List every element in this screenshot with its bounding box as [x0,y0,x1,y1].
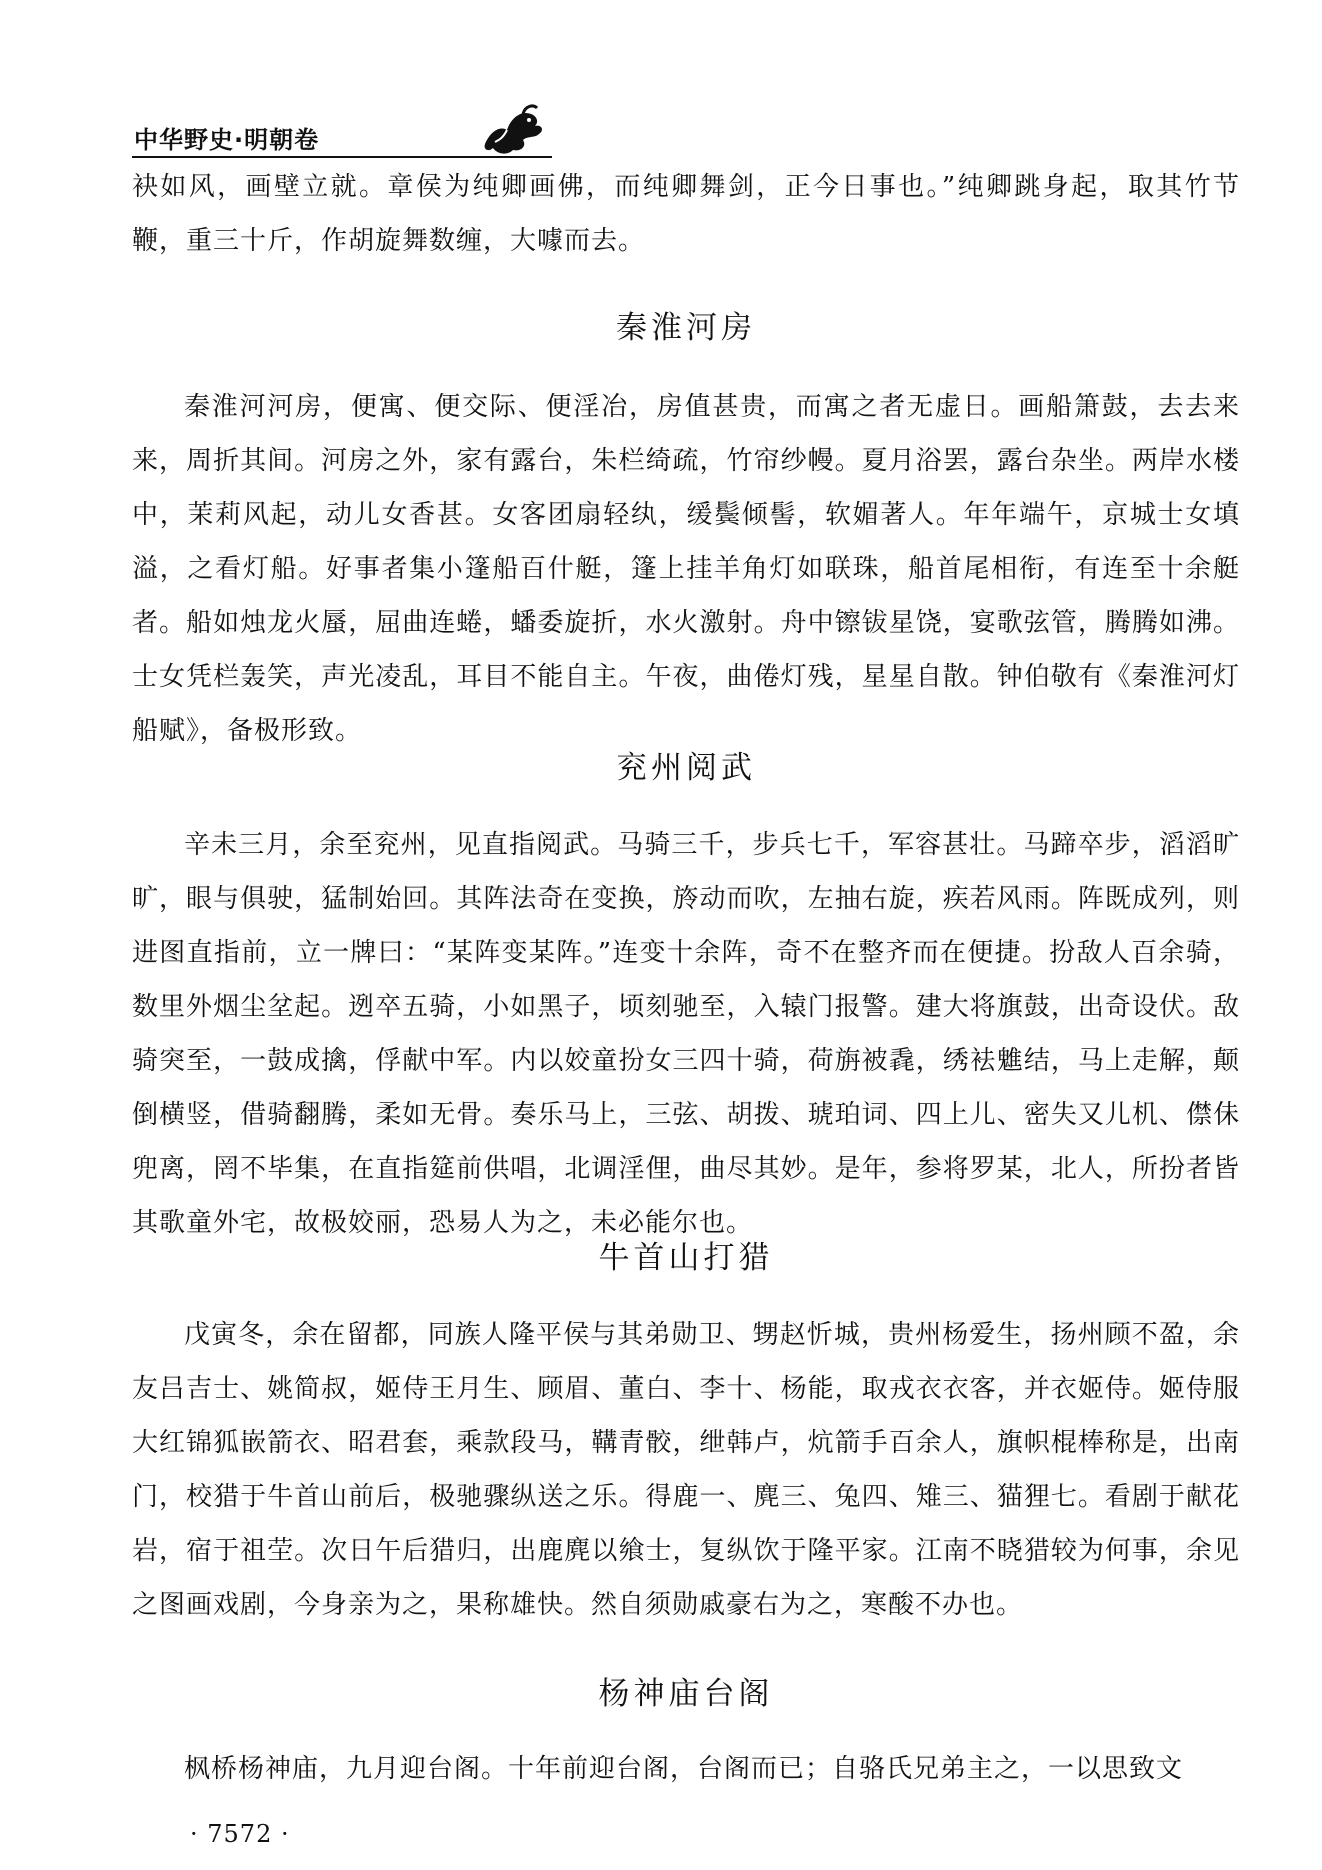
running-header-title: 中华野史·明朝卷 [134,126,320,154]
paragraph-yanzhou: 辛未三月，余至兖州，见直指阅武。马骑三千，步兵七千，军容甚壮。马蹄卒步，滔滔旷旷，眼与俱驶，猛制始回。其阵法奇在变换，旍动而吹，左抽右旋，疾若风雨。阵既成列，则进图直指前，立一牌曰：“某阵变某阵。”连变十余阵，奇不在整齐而在便捷。扮敌人百余骑，数里外烟尘坌起。迾卒五骑，小如黑子，顷刻驰至，入辕门报警。建大将旗鼓，出奇设伏。敌骑突至，一鼓成擒，俘献中军。内以姣童扮女三四十骑，荷旃被毳，绣袪魋结，马上走解，颠倒横竖，借骑翻腾，柔如无骨。奏乐马上，三弦、胡拨、琥珀词、四上儿、密失又儿机、僸佅兜离，罔不毕集，在直指筵前供唱，北调淫俚，曲尽其妙。是年，参将罗某，北人，所扮者皆其歌童外宅，故极姣丽，恐易人为之，未必能尔也。 [132,830,1240,1238]
section-heading-niushoushan: 牛首山打猎 [598,1240,774,1276]
paragraph-niushoushan: 戊寅冬，余在留都，同族人隆平侯与其弟勋卫、甥赵忻城，贵州杨爱生，扬州顾不盈，余友吕吉士、姚简叔，姬侍王月生、顾眉、董白、李十、杨能，取戎衣衣客，并衣姬侍。姬侍服大红锦狐嵌箭衣、昭君套，乘款段马，鞲青骹，绁韩卢，炕箭手百余人，旗帜棍棒称是，出南门，校猎于牛首山前后，极驰骤纵送之乐。得鹿一、麂三、兔四、雉三、猫狸七。看剧于献花岩，宿于祖茔。次日午后猎归，出鹿麂以飨士，复纵饮于隆平家。江南不晓猎较为何事，余见之图画戏剧，今身亲为之，果称雄快。然自须勋戚豪右为之，寒酸不办也。 [132,1320,1240,1620]
running-header [132,112,552,160]
page-number: · 7572 · [190,1820,290,1848]
paragraph-qinhuai: 秦淮河河房，便寓、便交际、便淫冶，房值甚贵，而寓之者无虚日。画船箫鼓，去去来来，周折其间。河房之外，家有露台，朱栏绮疏，竹帘纱幔。夏月浴罢，露台杂坐。两岸水楼中，茉莉风起，动儿女香甚。女客团扇轻纨，缓鬓倾髻，软媚著人。年年端午，京城士女填溢，之看灯船。好事者集小篷船百什艇，篷上挂羊角灯如联珠，船首尾相衔，有连至十余艇者。船如烛龙火蜃，屈曲连蜷，蟠委旋折，水火激射。舟中镲钹星饶，宴歌弦管，腾腾如沸。士女凭栏轰笑，声光凌乱，耳目不能自主。午夜，曲倦灯残，星星自散。钟伯敬有《秦淮河灯船赋》，备极形致。 [132,392,1240,746]
dragon-logo-icon [477,100,547,158]
section-heading-qinhuai: 秦淮河房 [616,310,756,346]
paragraph-yangshen: 枫桥杨神庙，九月迎台阁。十年前迎台阁，台阁而已；自骆氏兄弟主之，一以思致文 [184,1754,1184,1784]
section-heading-yangshen: 杨神庙台阁 [598,1676,774,1712]
header-rule [132,156,552,158]
paragraph-continued: 袂如风，画壁立就。章侯为纯卿画佛，而纯卿舞剑，正今日事也。”纯卿跳身起，取其竹节鞭，重三十斤，作胡旋舞数缠，大噱而去。 [132,172,1240,256]
section-heading-yanzhou: 兖州阅武 [616,750,756,786]
